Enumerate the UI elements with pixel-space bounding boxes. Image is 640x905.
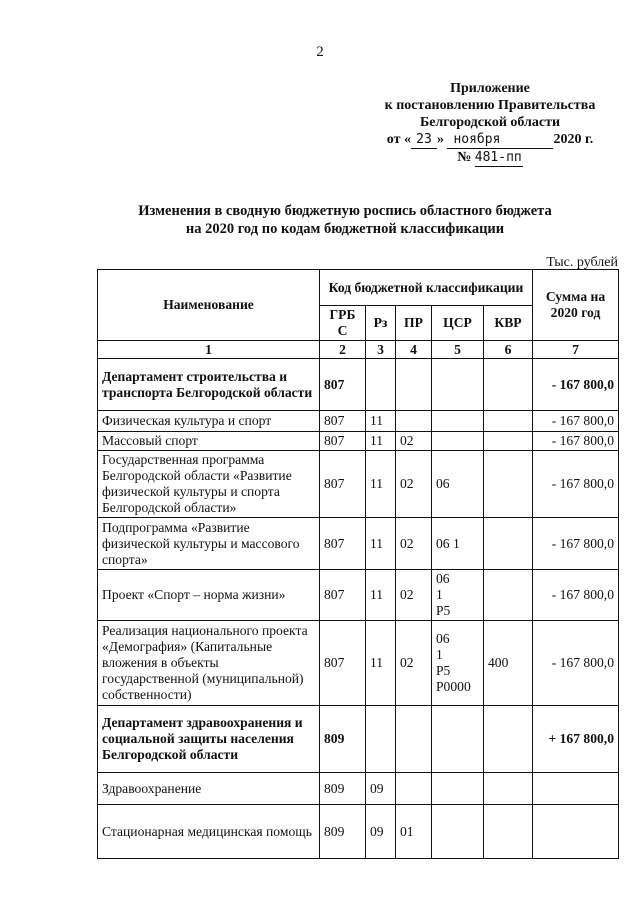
row-csr: 06 1 <box>432 518 484 570</box>
row-csr <box>432 805 484 859</box>
row-csr <box>432 432 484 451</box>
row-sum: - 167 800,0 <box>533 411 619 432</box>
title-line1: Изменения в сводную бюджетную роспись областного бюджета <box>138 203 552 219</box>
row-name: Стационарная медицинская помощь <box>98 805 320 859</box>
row-kvr <box>484 359 533 411</box>
row-name: Реализация национального проекта «Демография» (Капитальные вложения в объекты государственной (муниципальной) собственности) <box>98 621 320 706</box>
column-number: 7 <box>533 341 619 359</box>
row-sum: - 167 800,0 <box>533 570 619 621</box>
header-sum: Сумма на 2020 год <box>533 270 619 341</box>
row-sum: - 167 800,0 <box>533 359 619 411</box>
row-csr: 06 1 P5 <box>432 570 484 621</box>
row-grbs: 807 <box>320 359 366 411</box>
row-name: Государственная программа Белгородской области «Развитие физической культуры и спорта Белгородской области» <box>98 451 320 518</box>
row-rz: 11 <box>366 432 396 451</box>
row-rz: 11 <box>366 411 396 432</box>
row-kvr <box>484 451 533 518</box>
date-year: 2020 г. <box>553 132 594 147</box>
date-month: ноября <box>447 131 553 149</box>
row-rz: 11 <box>366 518 396 570</box>
row-csr: 06 <box>432 451 484 518</box>
row-pr: 01 <box>396 805 432 859</box>
row-name: Физическая культура и спорт <box>98 411 320 432</box>
row-csr: 06 1 P5 P0000 <box>432 621 484 706</box>
table-row <box>98 621 619 706</box>
row-pr: 02 <box>396 432 432 451</box>
row-pr: 02 <box>396 621 432 706</box>
header-code-group: Код бюджетной классификации <box>320 270 533 306</box>
table-row <box>98 773 619 805</box>
table-row <box>98 359 619 411</box>
row-kvr <box>484 432 533 451</box>
row-pr <box>396 706 432 773</box>
row-sum <box>533 805 619 859</box>
header-kvr: КВР <box>484 306 533 341</box>
row-grbs: 809 <box>320 805 366 859</box>
column-number: 2 <box>320 341 366 359</box>
row-csr <box>432 773 484 805</box>
budget-table <box>97 269 619 859</box>
row-name: Проект «Спорт – норма жизни» <box>98 570 320 621</box>
document-title <box>90 202 600 238</box>
appendix-date <box>370 131 610 149</box>
row-rz: 09 <box>366 773 396 805</box>
row-sum: - 167 800,0 <box>533 621 619 706</box>
column-number: 3 <box>366 341 396 359</box>
row-name: Массовый спорт <box>98 432 320 451</box>
column-number: 1 <box>98 341 320 359</box>
row-rz <box>366 706 396 773</box>
row-grbs: 807 <box>320 432 366 451</box>
row-rz: 11 <box>366 570 396 621</box>
row-grbs: 807 <box>320 451 366 518</box>
row-grbs: 807 <box>320 621 366 706</box>
table-row <box>98 518 619 570</box>
row-rz: 11 <box>366 451 396 518</box>
row-kvr <box>484 805 533 859</box>
date-prefix: от « <box>386 132 411 147</box>
number-prefix: № <box>457 150 472 165</box>
row-kvr <box>484 706 533 773</box>
column-number: 4 <box>396 341 432 359</box>
header-grbs: ГРБ С <box>320 306 366 341</box>
row-grbs: 807 <box>320 411 366 432</box>
row-grbs: 807 <box>320 570 366 621</box>
row-csr <box>432 411 484 432</box>
row-sum <box>533 773 619 805</box>
number-value: 481-пп <box>474 150 522 165</box>
row-rz <box>366 359 396 411</box>
units-label: Тыс. рублей <box>546 255 618 270</box>
table-row <box>98 805 619 859</box>
table-row <box>98 411 619 432</box>
row-name: Департамент здравоохранения и социальной защиты населения Белгородской области <box>98 706 320 773</box>
page-number: 2 <box>316 44 324 60</box>
row-kvr <box>484 518 533 570</box>
row-pr <box>396 411 432 432</box>
table-row <box>98 451 619 518</box>
appendix-title: Приложение <box>450 81 530 96</box>
table-row <box>98 570 619 621</box>
row-kvr <box>484 773 533 805</box>
header-pr: ПР <box>396 306 432 341</box>
header-csr: ЦСР <box>432 306 484 341</box>
row-grbs: 809 <box>320 706 366 773</box>
table-row <box>98 432 619 451</box>
title-line2: на 2020 год по кодам бюджетной классификации <box>185 221 505 237</box>
row-sum: - 167 800,0 <box>533 451 619 518</box>
appendix-block <box>370 80 610 167</box>
row-rz: 09 <box>366 805 396 859</box>
column-number: 5 <box>432 341 484 359</box>
column-number: 6 <box>484 341 533 359</box>
row-pr: 02 <box>396 451 432 518</box>
date-mid: » <box>436 132 444 147</box>
row-pr: 02 <box>396 518 432 570</box>
row-name: Департамент строительства и транспорта Белгородской области <box>98 359 320 411</box>
row-pr: 02 <box>396 570 432 621</box>
header-rz: Рз <box>366 306 396 341</box>
row-sum: + 167 800,0 <box>533 706 619 773</box>
row-grbs: 809 <box>320 773 366 805</box>
row-name: Здравоохранение <box>98 773 320 805</box>
row-csr <box>432 706 484 773</box>
row-csr <box>432 359 484 411</box>
row-pr <box>396 359 432 411</box>
header-name: Наименование <box>98 270 320 341</box>
row-pr <box>396 773 432 805</box>
table-row <box>98 706 619 773</box>
date-day: 23 <box>411 131 437 149</box>
appendix-line1: к постановлению Правительства <box>384 98 596 113</box>
row-sum: - 167 800,0 <box>533 518 619 570</box>
row-name: Подпрограмма «Развитие физической культуры и массового спорта» <box>98 518 320 570</box>
appendix-number <box>370 149 610 167</box>
row-sum: - 167 800,0 <box>533 432 619 451</box>
appendix-line2: Белгородской области <box>419 115 561 130</box>
row-grbs: 807 <box>320 518 366 570</box>
row-kvr <box>484 411 533 432</box>
row-kvr: 400 <box>484 621 533 706</box>
row-rz: 11 <box>366 621 396 706</box>
row-kvr <box>484 570 533 621</box>
